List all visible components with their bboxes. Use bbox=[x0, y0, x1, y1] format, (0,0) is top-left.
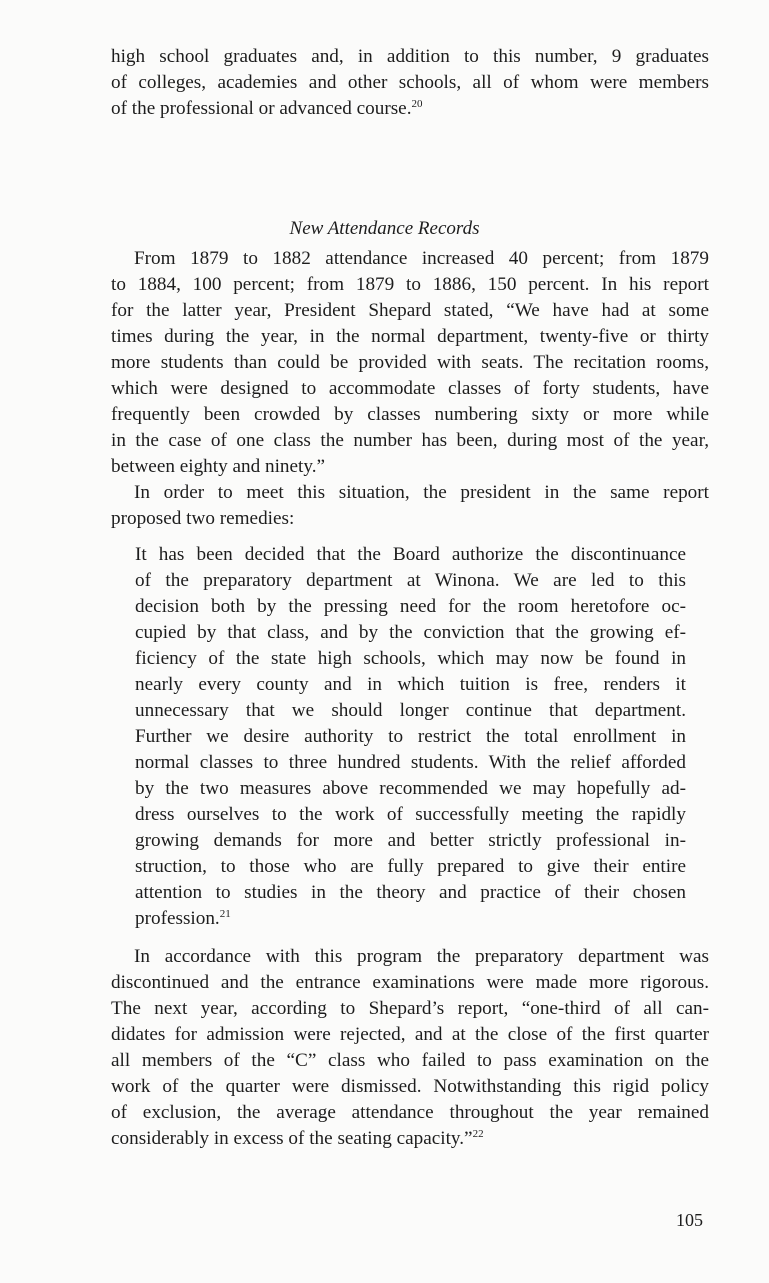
block-quote-line: nearly every county and in which tuition is free, renders it bbox=[135, 674, 686, 695]
footnote-marker[interactable]: 20 bbox=[411, 98, 423, 110]
paragraph-2-line: between eighty and ninety.” bbox=[111, 456, 326, 477]
paragraph-3-line: proposed two remedies: bbox=[111, 508, 295, 529]
paragraph-2-line: frequently been crowded by classes numbering sixty or more while bbox=[111, 404, 709, 425]
block-quote-line: decision both by the pressing need for the room heretofore oc- bbox=[135, 596, 686, 617]
paragraph-2-line: for the latter year, President Shepard stated, “We have had at some bbox=[111, 300, 709, 321]
block-quote-line bbox=[135, 906, 686, 932]
block-quote-line-text: profession. bbox=[135, 908, 220, 929]
block-quote-line: by the two measures above recommended we may hopefully ad- bbox=[135, 778, 686, 799]
block-quote-line: growing demands for more and better strictly professional in- bbox=[135, 830, 686, 851]
paragraph-2-line: more students than could be provided with seats. The recitation rooms, bbox=[111, 352, 709, 373]
block-quote-line: unnecessary that we should longer continue that department. bbox=[135, 700, 686, 721]
paragraph-3-line: In order to meet this situation, the president in the same report bbox=[134, 482, 709, 503]
block-quote-line: cupied by that class, and by the conviction that the growing ef- bbox=[135, 622, 686, 643]
paragraph-4-line: work of the quarter were dismissed. Notwithstanding this rigid policy bbox=[111, 1076, 709, 1097]
paragraph-2-line: which were designed to accommodate classes of forty students, have bbox=[111, 378, 709, 399]
footnote-marker[interactable]: 22 bbox=[472, 1128, 484, 1140]
paragraph-2-line: times during the year, in the normal department, twenty-five or thirty bbox=[111, 326, 709, 347]
footnote-marker[interactable]: 21 bbox=[219, 908, 231, 920]
paragraph-4-line-text: considerably in excess of the seating capacity.” bbox=[111, 1128, 473, 1149]
paragraph-2-line: From 1879 to 1882 attendance increased 40 percent; from 1879 bbox=[134, 248, 709, 269]
paragraph-1-line-text: of the professional or advanced course. bbox=[111, 98, 412, 119]
block-quote-line: dress ourselves to the work of successfully meeting the rapidly bbox=[135, 804, 686, 825]
section-heading: New Attendance Records bbox=[289, 218, 480, 239]
paragraph-1-line: high school graduates and, in addition to this number, 9 graduates bbox=[111, 46, 709, 67]
block-quote-line: of the preparatory department at Winona. We are led to this bbox=[135, 570, 686, 591]
page-number: 105 bbox=[676, 1210, 703, 1230]
block-quote-line: struction, to those who are fully prepared to give their entire bbox=[135, 856, 686, 877]
paragraph-4-line: didates for admission were rejected, and at the close of the first quarter bbox=[111, 1024, 709, 1045]
paragraph-1-line: of colleges, academies and other schools, all of whom were members bbox=[111, 72, 709, 93]
block-quote-line: attention to studies in the theory and practice of their chosen bbox=[135, 882, 686, 903]
paragraph-4-line: all members of the “C” class who failed to pass examination on the bbox=[111, 1050, 709, 1071]
paragraph-4-line: In accordance with this program the preparatory department was bbox=[134, 946, 709, 967]
paragraph-2-line: to 1884, 100 percent; from 1879 to 1886, 150 percent. In his report bbox=[111, 274, 709, 295]
paragraph-4-line: of exclusion, the average attendance throughout the year remained bbox=[111, 1102, 709, 1123]
paragraph-4-line: discontinued and the entrance examinations were made more rigorous. bbox=[111, 972, 709, 993]
paragraph-4-line bbox=[111, 1126, 709, 1152]
block-quote-line: Further we desire authority to restrict the total enrollment in bbox=[135, 726, 686, 747]
paragraph-1-line bbox=[111, 96, 709, 122]
paragraph-2-line: in the case of one class the number has been, during most of the year, bbox=[111, 430, 709, 451]
block-quote-line: ficiency of the state high schools, which may now be found in bbox=[135, 648, 686, 669]
block-quote-line: It has been decided that the Board authorize the discontinuance bbox=[135, 544, 686, 565]
paragraph-4-line: The next year, according to Shepard’s report, “one-third of all can- bbox=[111, 998, 709, 1019]
block-quote-line: normal classes to three hundred students. With the relief afforded bbox=[135, 752, 686, 773]
